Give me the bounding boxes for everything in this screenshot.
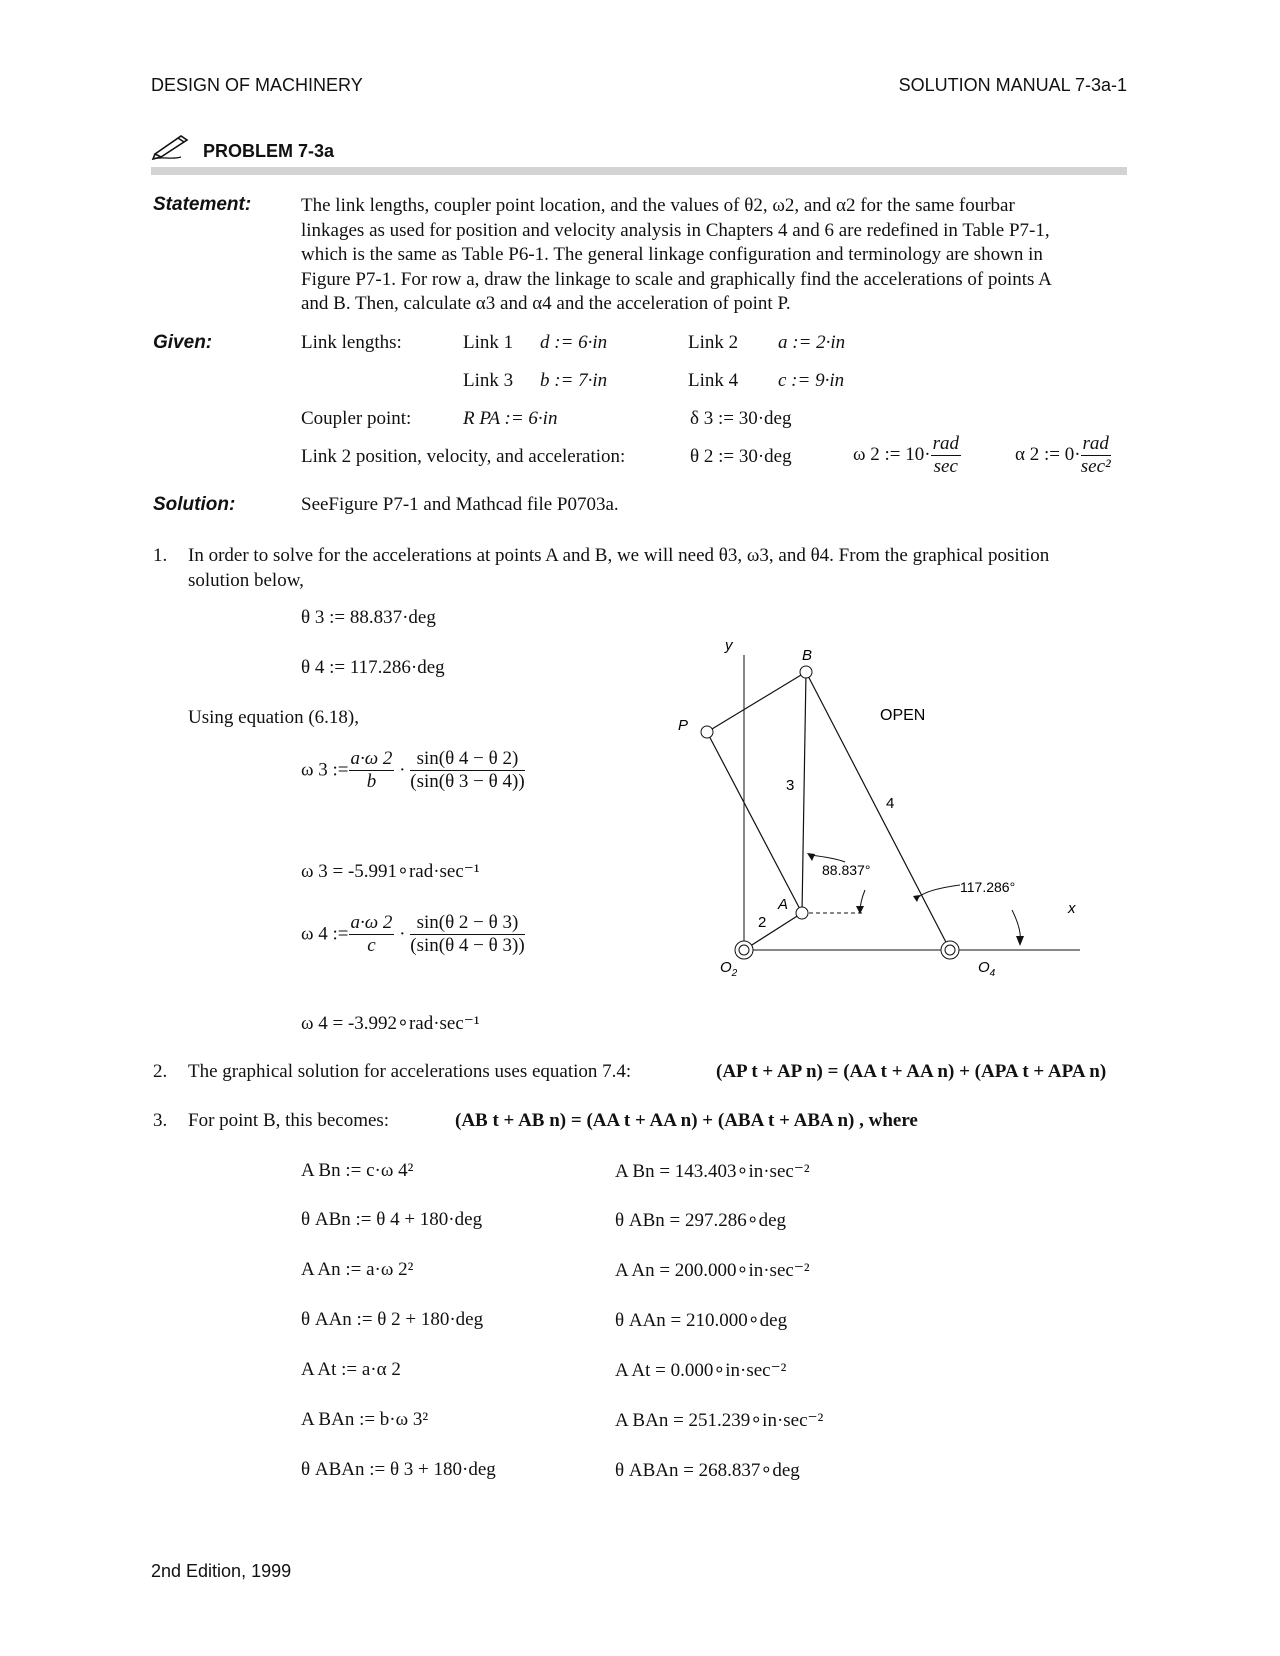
link-lengths-label: Link lengths: bbox=[301, 332, 402, 353]
angle4-label: 117.286° bbox=[960, 879, 1016, 895]
linkage-diagram bbox=[660, 630, 1100, 980]
calc-lhs: A Bn := c·ω 4² bbox=[301, 1160, 414, 1181]
statement-text bbox=[301, 194, 1131, 317]
calc-lhs: θ AAn := θ 2 + 180·deg bbox=[301, 1309, 484, 1330]
using-equation-text: Using equation (6.18), bbox=[188, 707, 359, 728]
step1-line2: solution below, bbox=[188, 570, 304, 591]
link3-label: 3 bbox=[786, 777, 795, 794]
statement-line: The link lengths, coupler point location, and the values of θ2, ω2, and α2 for the same fourbar bbox=[301, 195, 1015, 216]
omega4-result: ω 4 = -3.992∘rad·sec⁻¹ bbox=[301, 1013, 480, 1034]
link4-value: c := 9·in bbox=[778, 370, 845, 391]
omega4-formula: ω 4 := $\frac{a\cdot\omega 2}{c}$ · $\frac{\sin(\theta 2 - \theta 3)}{(\sin(\theta 4 - \theta 3))}$ bbox=[301, 912, 525, 956]
omega4-frac1-num: a·ω 2 bbox=[350, 912, 393, 933]
joint-a bbox=[796, 907, 808, 919]
o2-subscript: 2 bbox=[731, 968, 738, 979]
coupler-point-label: Coupler point: bbox=[301, 408, 412, 429]
o4-label bbox=[978, 959, 996, 979]
omega3-result: ω 3 = -5.991∘rad·sec⁻¹ bbox=[301, 861, 480, 882]
link1-label: Link 1 bbox=[463, 332, 514, 353]
calc-rhs: A At = 0.000∘in·sec⁻² bbox=[615, 1360, 787, 1381]
calc-rhs: θ ABAn = 268.837∘deg bbox=[615, 1460, 800, 1481]
statement-label: Statement: bbox=[153, 194, 252, 215]
point-b-label: B bbox=[802, 647, 813, 664]
omega4-frac1-den: c bbox=[367, 935, 376, 956]
omega2-value bbox=[853, 433, 961, 478]
coupler-delta3-value: δ 3 := 30·deg bbox=[690, 408, 792, 429]
step1-line1: In order to solve for the accelerations at points A and B, we will need θ3, ω3, and θ4. From the graphical position bbox=[188, 545, 1050, 566]
link3-label: Link 3 bbox=[463, 370, 514, 391]
omega3-frac1-den: b bbox=[366, 771, 377, 792]
calc-lhs: A An := a·ω 2² bbox=[301, 1259, 414, 1280]
omega3-formula: ω 3 := $\frac{a\cdot\omega 2}{b}$ · $\frac{\sin(\theta 4 - \theta 2)}{(\sin(\theta 3 - \theta 4))}$ bbox=[301, 748, 525, 792]
o2-label bbox=[720, 959, 738, 979]
omega2-unit bbox=[931, 433, 961, 478]
link4-label: Link 4 bbox=[688, 370, 739, 391]
running-header-left: DESIGN OF MACHINERY bbox=[151, 75, 363, 95]
alpha2-unit-den: sec² bbox=[1080, 456, 1111, 477]
o2-letter: O bbox=[720, 959, 732, 976]
calc-lhs: A BAn := b·ω 3² bbox=[301, 1409, 429, 1430]
running-header-right: SOLUTION MANUAL 7-3a-1 bbox=[898, 75, 1127, 95]
calc-rhs: A Bn = 143.403∘in·sec⁻² bbox=[615, 1161, 810, 1182]
statement-line: and B. Then, calculate α3 and α4 and the acceleration of point P. bbox=[301, 293, 791, 314]
title-rule bbox=[151, 167, 1127, 175]
alpha2-expression: α 2 := 0· bbox=[1015, 443, 1081, 465]
footer-edition: 2nd Edition, 1999 bbox=[151, 1561, 292, 1581]
coupler-edge-pa bbox=[707, 732, 802, 913]
link-3 bbox=[802, 672, 806, 913]
problem-title: PROBLEM 7-3a bbox=[203, 141, 335, 161]
link-4 bbox=[806, 672, 950, 950]
point-p-label: P bbox=[678, 717, 689, 734]
link1-value: d := 6·in bbox=[540, 332, 608, 353]
pencil-icon bbox=[151, 130, 193, 165]
statement-line: Figure P7-1. For row a, draw the linkage to scale and graphically find the accelerations of points A bbox=[301, 268, 1052, 290]
alpha2-unit bbox=[1081, 433, 1111, 478]
omega2-expression: ω 2 := 10· bbox=[853, 443, 931, 465]
link2-value: a := 2·in bbox=[778, 332, 846, 353]
calc-rhs: θ ABn = 297.286∘deg bbox=[615, 1210, 787, 1231]
statement-line: linkages as used for position and velocity analysis in Chapters 4 and 6 are redefined in Table P7-1, bbox=[301, 219, 1050, 241]
calc-rhs: θ AAn = 210.000∘deg bbox=[615, 1310, 788, 1331]
o4-letter: O bbox=[978, 959, 990, 976]
joint-b bbox=[800, 666, 812, 678]
omega3-frac1 bbox=[349, 748, 395, 793]
omega4-frac2 bbox=[410, 912, 524, 957]
link2-motion-label: Link 2 position, velocity, and acceleration: bbox=[301, 446, 626, 467]
step2-equation: (AP t + AP n) = (AA t + AA n) + (APA t + APA n) bbox=[716, 1061, 1107, 1082]
calc-rhs: A An = 200.000∘in·sec⁻² bbox=[615, 1260, 810, 1281]
solution-text: SeeFigure P7-1 and Mathcad file P0703a. bbox=[301, 494, 619, 515]
omega2-unit-num: rad bbox=[932, 433, 959, 454]
angle3-leader bbox=[810, 855, 845, 862]
alpha2-unit-num: rad bbox=[1082, 433, 1109, 454]
calc-lhs: A At := a·α 2 bbox=[301, 1359, 401, 1380]
calc-lhs: θ ABn := θ 4 + 180·deg bbox=[301, 1209, 483, 1230]
theta3-assign: θ 3 := 88.837·deg bbox=[301, 607, 436, 628]
calc-rhs: A BAn = 251.239∘in·sec⁻² bbox=[615, 1410, 824, 1431]
coupler-edge-bp bbox=[707, 672, 806, 732]
omega4-frac1 bbox=[349, 912, 395, 957]
omega4-lhs: ω 4 := bbox=[301, 923, 349, 945]
omega4-frac2-den: (sin(θ 4 − θ 3)) bbox=[410, 935, 525, 956]
joint-p bbox=[701, 726, 713, 738]
solution-label: Solution: bbox=[153, 494, 236, 515]
coupler-rpa-value: R PA := 6·in bbox=[463, 408, 558, 429]
link2-label: Link 2 bbox=[688, 332, 739, 353]
alpha2-value bbox=[1015, 433, 1111, 478]
given-label: Given: bbox=[153, 332, 213, 353]
omega3-frac1-num: a·ω 2 bbox=[350, 748, 393, 769]
omega3-lhs: ω 3 := bbox=[301, 759, 349, 781]
calc-lhs: θ ABAn := θ 3 + 180·deg bbox=[301, 1459, 496, 1480]
link3-value: b := 7·in bbox=[540, 370, 608, 391]
omega2-unit-den: sec bbox=[933, 456, 958, 477]
link4-label: 4 bbox=[886, 795, 895, 812]
omega3-frac2 bbox=[410, 748, 524, 793]
omega4-frac2-num: sin(θ 2 − θ 3) bbox=[410, 912, 524, 935]
angle3-label: 88.837° bbox=[822, 862, 871, 878]
omega3-frac2-num: sin(θ 4 − θ 2) bbox=[410, 748, 524, 771]
step1-number: 1. bbox=[153, 545, 168, 566]
step3-text: For point B, this becomes: bbox=[188, 1110, 390, 1131]
step2-number: 2. bbox=[153, 1061, 168, 1082]
link-2 bbox=[744, 913, 802, 950]
step3-equation: (AB t + AB n) = (AA t + AA n) + (ABA t + ABA n) , where bbox=[455, 1110, 918, 1131]
o4-subscript: 4 bbox=[989, 968, 996, 979]
step3-number: 3. bbox=[153, 1110, 168, 1131]
x-axis-label: x bbox=[1068, 900, 1076, 917]
statement-line: which is the same as Table P6-1. The general linkage configuration and terminology are shown in bbox=[301, 244, 1043, 265]
theta4-assign: θ 4 := 117.286·deg bbox=[301, 657, 445, 678]
theta2-value: θ 2 := 30·deg bbox=[690, 446, 792, 467]
link2-label: 2 bbox=[758, 914, 767, 931]
open-label: OPEN bbox=[880, 707, 926, 724]
y-axis-label: y bbox=[725, 637, 733, 654]
point-a-label: A bbox=[778, 896, 789, 913]
step2-text: The graphical solution for accelerations uses equation 7.4: bbox=[188, 1061, 632, 1082]
omega3-frac2-den: (sin(θ 3 − θ 4)) bbox=[410, 771, 525, 792]
